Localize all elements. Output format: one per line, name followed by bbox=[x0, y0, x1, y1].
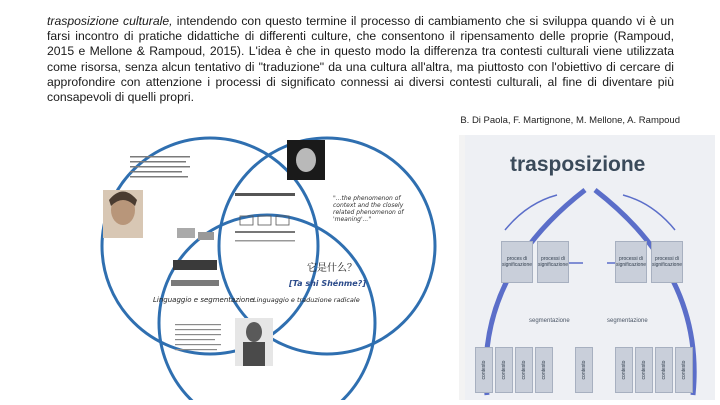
venn-quote: "...the phenomenon of context and the closely related phenomenon of 'meaning'..." bbox=[333, 195, 404, 223]
venn-pinyin: [Ta shi Shénme?] bbox=[289, 279, 366, 288]
significazione-box-2: processi di significazione bbox=[537, 241, 569, 283]
significazione-box-1: proces di significazione bbox=[501, 241, 533, 283]
contesto-col-9: contesto bbox=[675, 347, 693, 393]
venn-chinese: 它是什么？ bbox=[307, 263, 357, 274]
author-credit: B. Di Paola, F. Martignone, M. Mellone, A. Rampoud bbox=[460, 115, 680, 126]
segmentazione-right: segmentazione bbox=[607, 318, 648, 324]
contesto-col-2: contesto bbox=[495, 347, 513, 393]
contesto-col-3: contesto bbox=[515, 347, 533, 393]
paragraph-text: intendendo con questo termine il processo di cambiamento che si sviluppa quando vi è un farsi incontro di pratiche didattiche di differenti culture, che consentono il ripensamento delle proprie (Rampoud, 2015 e Mellone & Rampoud, 2015). L'idea è che in questo modo la differenza tra contesti culturali viene utilizzata come risorsa, senza alcun tentativo di "traduzione" da una cultura all'altra, ma piuttosto con l'obiettivo di cercare di approfondire con attenzione i processi di significato connessi ai diversi contesti culturali, al fine di diventare più consapevoli di quelli propri. bbox=[47, 14, 674, 105]
venn-right-label: Linguaggio e traduzione radicale bbox=[253, 296, 360, 304]
contesto-col-7: contesto bbox=[635, 347, 653, 393]
significazione-box-4: processi di significazione bbox=[651, 241, 683, 283]
photo-top-person bbox=[287, 140, 325, 180]
contesto-col-1: contesto bbox=[475, 347, 493, 393]
panel-title: trasposizione bbox=[510, 153, 646, 176]
contesto-col-8: contesto bbox=[655, 347, 673, 393]
body-paragraph bbox=[47, 14, 674, 105]
venn-left-label: Linguaggio e segmentazione bbox=[153, 296, 254, 304]
segmentazione-left: segmentazione bbox=[529, 318, 570, 324]
photo-left-person bbox=[103, 190, 143, 238]
photo-bottom-person bbox=[235, 318, 273, 366]
venn-diagram bbox=[95, 128, 440, 400]
contesto-col-5: contesto bbox=[575, 347, 593, 393]
paragraph-lead: trasposizione culturale, bbox=[47, 14, 173, 28]
contesto-col-4: contesto bbox=[535, 347, 553, 393]
contesto-col-6: contesto bbox=[615, 347, 633, 393]
trasposizione-panel bbox=[465, 135, 715, 400]
significazione-box-3: processi di significazione bbox=[615, 241, 647, 283]
